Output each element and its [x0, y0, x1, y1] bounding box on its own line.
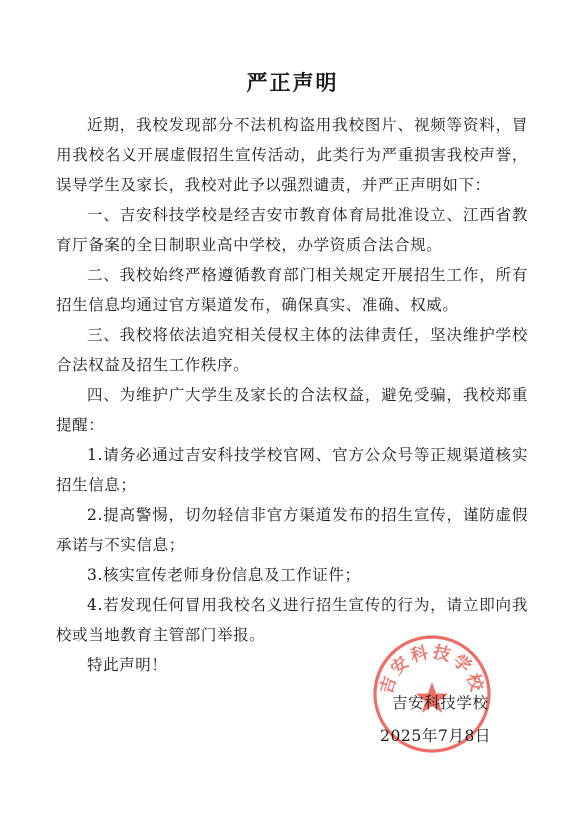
paragraph-item-2: 二、我校始终严格遵循教育部门相关规定开展招生工作，所有招生信息均通过官方渠道发布，确保真实、准确、权威。 [56, 266, 528, 314]
seal-text: 吉安科技学校 [376, 642, 488, 697]
signature-date: 2025年7月8日 [380, 727, 492, 745]
paragraph-item-3: 三、我校将依法追究相关侵权主体的法律责任，坚决维护学校合法权益及招生工作秩序。 [56, 326, 528, 374]
reminder-2: 2.提高警惕，切勿轻信非官方渠道发布的招生宣传，谨防虚假承诺与不实信息； [56, 506, 528, 554]
document-body [56, 110, 528, 680]
document-title: 严正声明 [246, 71, 339, 95]
reminder-1: 1.请务必通过吉安科技学校官网、官方公众号等正规渠道核实招生信息； [56, 446, 528, 494]
closing-statement: 特此声明！ [87, 656, 168, 674]
signature-school-name: 吉安科技学校 [392, 694, 489, 712]
paragraph-item-4: 四、为维护广大学生及家长的合法权益，避免受骗，我校郑重提醒： [56, 386, 528, 434]
reminder-4: 4.若发现任何冒用我校名义进行招生宣传的行为，请立即向我校或当地教育主管部门举报。 [56, 596, 528, 644]
paragraph-intro: 近期，我校发现部分不法机构盗用我校图片、视频等资料，冒用我校名义开展虚假招生宣传活动，此类行为严重损害我校声誉，误导学生及家长，我校对此予以强烈谴责，并严正声明如下： [56, 116, 528, 194]
paragraph-item-1: 一、吉安科技学校是经吉安市教育体育局批准设立、江西省教育厅备案的全日制职业高中学校，办学资质合法合规。 [56, 206, 528, 254]
reminder-3: 3.核实宣传老师身份信息及工作证件； [87, 566, 361, 584]
